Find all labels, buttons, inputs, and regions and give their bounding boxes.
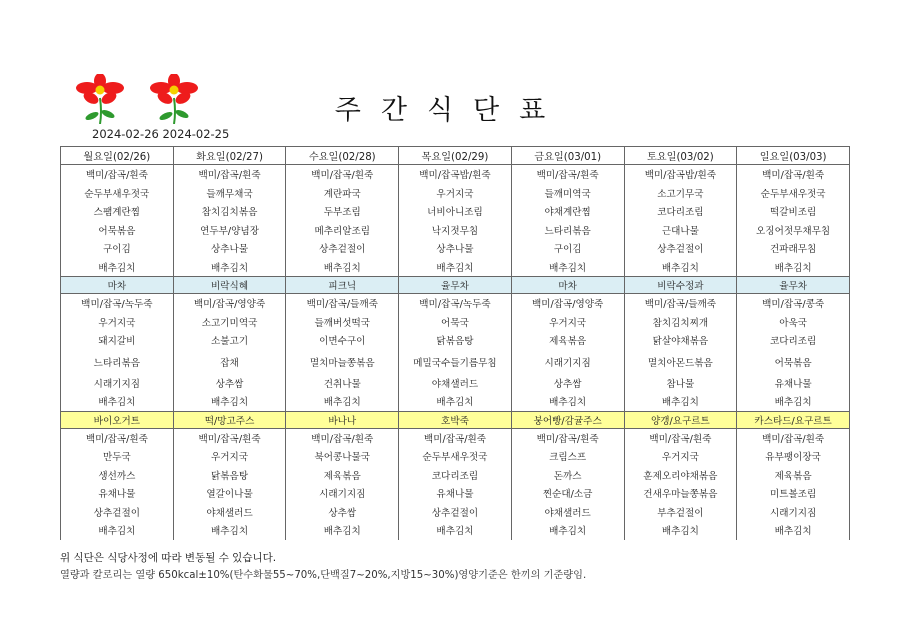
menu-item: 훈제오리야채볶음 xyxy=(624,466,737,485)
menu-item: 북어콩나물국 xyxy=(286,447,399,466)
menu-item: 소고기미역국 xyxy=(173,313,286,332)
menu-item: 미트볼조림 xyxy=(737,484,850,503)
menu-row xyxy=(61,239,850,258)
menu-item: 배추김치 xyxy=(173,258,286,277)
menu-item: 배추김치 xyxy=(511,392,624,411)
menu-item: 느타리볶음 xyxy=(61,350,174,374)
menu-row xyxy=(61,184,850,203)
menu-row xyxy=(61,294,850,313)
flower-decoration xyxy=(62,74,212,124)
snack-row xyxy=(61,277,850,294)
day-header: 토요일(03/02) xyxy=(624,147,737,165)
menu-item: 백미/잡곡/흰죽 xyxy=(286,428,399,447)
menu-row xyxy=(61,374,850,393)
menu-item: 잡채 xyxy=(173,350,286,374)
menu-item: 백미/잡곡/흰죽 xyxy=(737,165,850,184)
menu-item: 낙지젓무침 xyxy=(399,221,512,240)
menu-item: 시래기지짐 xyxy=(511,350,624,374)
menu-item: 백미/잡곡/들깨죽 xyxy=(624,294,737,313)
menu-row xyxy=(61,221,850,240)
menu-row xyxy=(61,202,850,221)
menu-item: 돈까스 xyxy=(511,466,624,485)
menu-item: 닭볶음탕 xyxy=(173,466,286,485)
menu-body xyxy=(61,165,850,540)
menu-item: 순두부새우젓국 xyxy=(61,184,174,203)
menu-item: 백미/잡곡/흰죽 xyxy=(399,428,512,447)
menu-item: 시래기지짐 xyxy=(61,374,174,393)
menu-item: 백미/잡곡/흰죽 xyxy=(173,428,286,447)
menu-item: 스팸계란찜 xyxy=(61,202,174,221)
nutrition-note: 열량과 칼로리는 열량 650kcal±10%(탄수화물55~70%,단백질7~20%,지방15~30%)영양기준은 한끼의 기준량임. xyxy=(60,570,587,581)
menu-item: 이면수구이 xyxy=(286,331,399,350)
snack-item: 떡/망고주스 xyxy=(173,411,286,428)
date-range: 2024-02-26 2024-02-25 xyxy=(92,127,230,141)
menu-item: 건새우마늘쫑볶음 xyxy=(624,484,737,503)
menu-item: 코다리조림 xyxy=(624,202,737,221)
menu-row xyxy=(61,350,850,374)
menu-item: 제육볶음 xyxy=(511,331,624,350)
menu-row xyxy=(61,447,850,466)
menu-item: 메추리알조림 xyxy=(286,221,399,240)
menu-item: 시래기지짐 xyxy=(286,484,399,503)
menu-item: 배추김치 xyxy=(511,258,624,277)
menu-item: 찐순대/소금 xyxy=(511,484,624,503)
menu-item: 어묵볶음 xyxy=(737,350,850,374)
menu-item: 들깨버섯떡국 xyxy=(286,313,399,332)
menu-row xyxy=(61,331,850,350)
menu-item: 돼지갈비 xyxy=(61,331,174,350)
snack-item: 비락식혜 xyxy=(173,277,286,294)
menu-item: 순두부새우젓국 xyxy=(399,447,512,466)
menu-item: 근대나물 xyxy=(624,221,737,240)
menu-item: 상추나물 xyxy=(173,239,286,258)
menu-item: 백미/잡곡/흰죽 xyxy=(286,165,399,184)
snack-item: 율무차 xyxy=(399,277,512,294)
menu-item: 상추겉절이 xyxy=(624,239,737,258)
menu-item: 야채계란찜 xyxy=(511,202,624,221)
menu-item: 배추김치 xyxy=(624,258,737,277)
menu-item: 상추겉절이 xyxy=(61,503,174,522)
menu-item: 백미/잡곡/흰죽 xyxy=(173,165,286,184)
menu-item: 백미/잡곡/들깨죽 xyxy=(286,294,399,313)
snack-item: 호박죽 xyxy=(399,411,512,428)
menu-item: 백미/잡곡/흰죽 xyxy=(61,428,174,447)
menu-item: 배추김치 xyxy=(286,521,399,540)
menu-item: 부추겉절이 xyxy=(624,503,737,522)
menu-item: 제육볶음 xyxy=(286,466,399,485)
menu-item: 배추김치 xyxy=(624,392,737,411)
menu-item: 메밀국수들기름무침 xyxy=(399,350,512,374)
menu-item: 유채나물 xyxy=(61,484,174,503)
notice-text: 위 식단은 식당사정에 따라 변동될 수 있습니다. xyxy=(60,552,277,564)
menu-item: 우거지국 xyxy=(399,184,512,203)
snack-row xyxy=(61,411,850,428)
menu-item: 생선까스 xyxy=(61,466,174,485)
menu-row xyxy=(61,484,850,503)
menu-row xyxy=(61,313,850,332)
menu-item: 상추겉절이 xyxy=(286,239,399,258)
menu-item: 시래기지짐 xyxy=(737,503,850,522)
snack-item: 마차 xyxy=(511,277,624,294)
snack-item: 마차 xyxy=(61,277,174,294)
menu-item: 계란파국 xyxy=(286,184,399,203)
flower-icon xyxy=(150,74,198,124)
menu-item: 상추쌈 xyxy=(286,503,399,522)
menu-row xyxy=(61,165,850,184)
menu-item: 상추쌈 xyxy=(511,374,624,393)
menu-item: 배추김치 xyxy=(737,521,850,540)
menu-item: 유채나물 xyxy=(399,484,512,503)
day-header: 금요일(03/01) xyxy=(511,147,624,165)
menu-row xyxy=(61,521,850,540)
menu-item: 참치김치볶음 xyxy=(173,202,286,221)
day-header: 목요일(02/29) xyxy=(399,147,512,165)
snack-item: 비락수정과 xyxy=(624,277,737,294)
weekly-menu-table xyxy=(60,146,850,540)
menu-item: 오징어젓무채무침 xyxy=(737,221,850,240)
menu-item: 배추김치 xyxy=(61,258,174,277)
menu-item: 우거지국 xyxy=(511,313,624,332)
menu-item: 백미/잡곡밥/흰죽 xyxy=(399,165,512,184)
menu-item: 배추김치 xyxy=(173,521,286,540)
menu-item: 배추김치 xyxy=(61,392,174,411)
menu-item: 백미/잡곡/흰죽 xyxy=(511,428,624,447)
menu-item: 너비아니조림 xyxy=(399,202,512,221)
menu-item: 야채샐러드 xyxy=(399,374,512,393)
snack-item: 피크닉 xyxy=(286,277,399,294)
menu-item: 멸치아몬드볶음 xyxy=(624,350,737,374)
menu-item: 배추김치 xyxy=(286,258,399,277)
menu-item: 구이김 xyxy=(61,239,174,258)
menu-row xyxy=(61,466,850,485)
menu-item: 백미/잡곡/영양죽 xyxy=(173,294,286,313)
menu-item: 백미/잡곡/흰죽 xyxy=(511,165,624,184)
menu-item: 배추김치 xyxy=(399,392,512,411)
snack-item: 붕어빵/감귤주스 xyxy=(511,411,624,428)
menu-item: 배추김치 xyxy=(737,258,850,277)
menu-item: 야채샐러드 xyxy=(173,503,286,522)
menu-item: 아욱국 xyxy=(737,313,850,332)
day-header: 월요일(02/26) xyxy=(61,147,174,165)
day-header: 수요일(02/28) xyxy=(286,147,399,165)
menu-item: 제육볶음 xyxy=(737,466,850,485)
menu-item: 배추김치 xyxy=(737,392,850,411)
menu-item: 상추겉절이 xyxy=(399,503,512,522)
menu-item: 어묵볶음 xyxy=(61,221,174,240)
menu-item: 코다리조림 xyxy=(399,466,512,485)
menu-row xyxy=(61,258,850,277)
menu-item: 유부팽이장국 xyxy=(737,447,850,466)
menu-item: 연두부/양념장 xyxy=(173,221,286,240)
menu-item: 배추김치 xyxy=(286,392,399,411)
menu-item: 유채나물 xyxy=(737,374,850,393)
menu-item: 구이김 xyxy=(511,239,624,258)
menu-item: 백미/잡곡/녹두죽 xyxy=(61,294,174,313)
menu-item: 떡갈비조림 xyxy=(737,202,850,221)
menu-item: 어묵국 xyxy=(399,313,512,332)
menu-row xyxy=(61,503,850,522)
menu-item: 닭볶음탕 xyxy=(399,331,512,350)
menu-row xyxy=(61,428,850,447)
snack-item: 바나나 xyxy=(286,411,399,428)
menu-item: 배추김치 xyxy=(173,392,286,411)
menu-item: 느타리볶음 xyxy=(511,221,624,240)
menu-row xyxy=(61,392,850,411)
menu-item: 우거지국 xyxy=(61,313,174,332)
menu-item: 건파래무침 xyxy=(737,239,850,258)
snack-item: 양갱/요구르트 xyxy=(624,411,737,428)
menu-item: 코다리조림 xyxy=(737,331,850,350)
menu-item: 크림스프 xyxy=(511,447,624,466)
menu-item: 배추김치 xyxy=(399,521,512,540)
menu-item: 참치김치찌개 xyxy=(624,313,737,332)
snack-item: 카스타드/요구르트 xyxy=(737,411,850,428)
snack-item: 율무차 xyxy=(737,277,850,294)
menu-item: 건취나물 xyxy=(286,374,399,393)
page-title: 주간식단표 xyxy=(334,95,566,126)
menu-item: 백미/잡곡/영양죽 xyxy=(511,294,624,313)
menu-item: 순두부새우젓국 xyxy=(737,184,850,203)
menu-item: 만두국 xyxy=(61,447,174,466)
day-header: 일요일(03/03) xyxy=(737,147,850,165)
menu-item: 야채샐러드 xyxy=(511,503,624,522)
menu-item: 백미/잡곡밥/흰죽 xyxy=(624,165,737,184)
menu-item: 소고기무국 xyxy=(624,184,737,203)
menu-item: 열갈이나물 xyxy=(173,484,286,503)
menu-item: 멸치마늘쫑볶음 xyxy=(286,350,399,374)
snack-item: 바이오거트 xyxy=(61,411,174,428)
menu-item: 배추김치 xyxy=(399,258,512,277)
menu-item: 백미/잡곡/녹두죽 xyxy=(399,294,512,313)
menu-item: 닭살야채볶음 xyxy=(624,331,737,350)
menu-item: 배추김치 xyxy=(624,521,737,540)
menu-item: 들깨미역국 xyxy=(511,184,624,203)
flower-icon xyxy=(76,74,124,124)
menu-item: 두부조림 xyxy=(286,202,399,221)
menu-item: 배추김치 xyxy=(511,521,624,540)
menu-item: 우거지국 xyxy=(173,447,286,466)
menu-item: 소불고기 xyxy=(173,331,286,350)
menu-item: 배추김치 xyxy=(61,521,174,540)
menu-item: 백미/잡곡/흰죽 xyxy=(737,428,850,447)
menu-item: 들깨무채국 xyxy=(173,184,286,203)
menu-item: 백미/잡곡/흰죽 xyxy=(624,428,737,447)
day-header-row xyxy=(61,147,850,165)
menu-item: 백미/잡곡/콩죽 xyxy=(737,294,850,313)
day-header: 화요일(02/27) xyxy=(173,147,286,165)
menu-item: 상추나물 xyxy=(399,239,512,258)
menu-item: 백미/잡곡/흰죽 xyxy=(61,165,174,184)
menu-item: 참나물 xyxy=(624,374,737,393)
menu-item: 상추쌈 xyxy=(173,374,286,393)
menu-item: 우거지국 xyxy=(624,447,737,466)
